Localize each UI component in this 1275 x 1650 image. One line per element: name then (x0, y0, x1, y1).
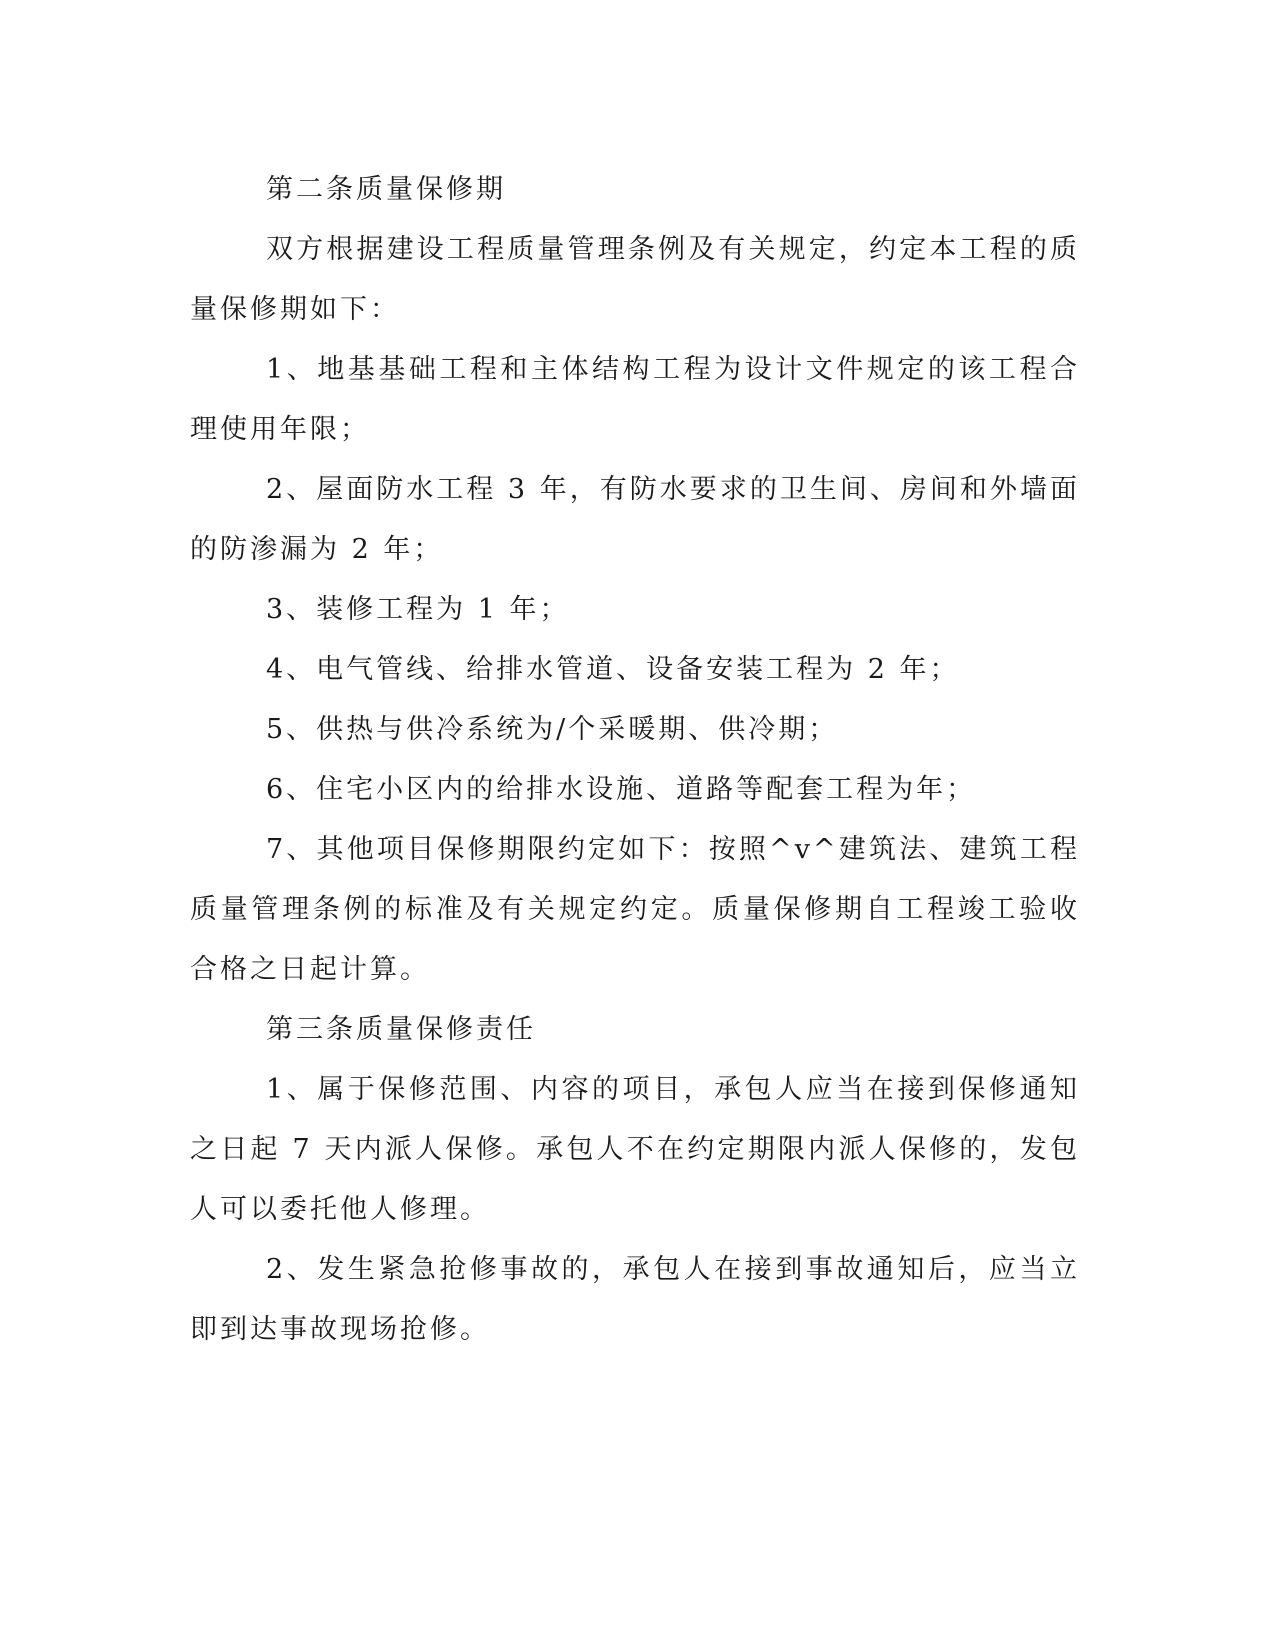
list-item-6: 6、住宅小区内的给排水设施、道路等配套工程为年； (266, 774, 977, 805)
section-heading-warranty-period: 第二条质量保修期 (266, 174, 506, 205)
document-body (190, 160, 1080, 1360)
section-heading-warranty-responsibility: 第三条质量保修责任 (266, 1014, 536, 1045)
paragraph-intro: 双方根据建设工程质量管理条例及有关规定，约定本工程的质量保修期如下： (190, 234, 1080, 325)
list-item-3: 3、装修工程为 1 年； (266, 594, 570, 625)
responsibility-item-1: 1、属于保修范围、内容的项目，承包人应当在接到保修通知之日起 7 天内派人保修。承包人不在约定期限内派人保修的，发包人可以委托他人修理。 (190, 1074, 1080, 1225)
list-item-5: 5、供热与供冷系统为/个采暖期、供冷期； (266, 714, 839, 745)
responsibility-item-2: 2、发生紧急抢修事故的，承包人在接到事故通知后，应当立即到达事故现场抢修。 (190, 1254, 1080, 1345)
list-item-2: 2、屋面防水工程 3 年，有防水要求的卫生间、房间和外墙面的防渗漏为 2 年； (190, 474, 1080, 565)
list-item-1: 1、地基基础工程和主体结构工程为设计文件规定的该工程合理使用年限； (190, 354, 1080, 445)
list-item-4: 4、电气管线、给排水管道、设备安装工程为 2 年； (266, 654, 960, 685)
list-item-7: 7、其他项目保修期限约定如下：按照^v^建筑法、建筑工程质量管理条例的标准及有关规定约定。质量保修期自工程竣工验收合格之日起计算。 (190, 834, 1080, 985)
